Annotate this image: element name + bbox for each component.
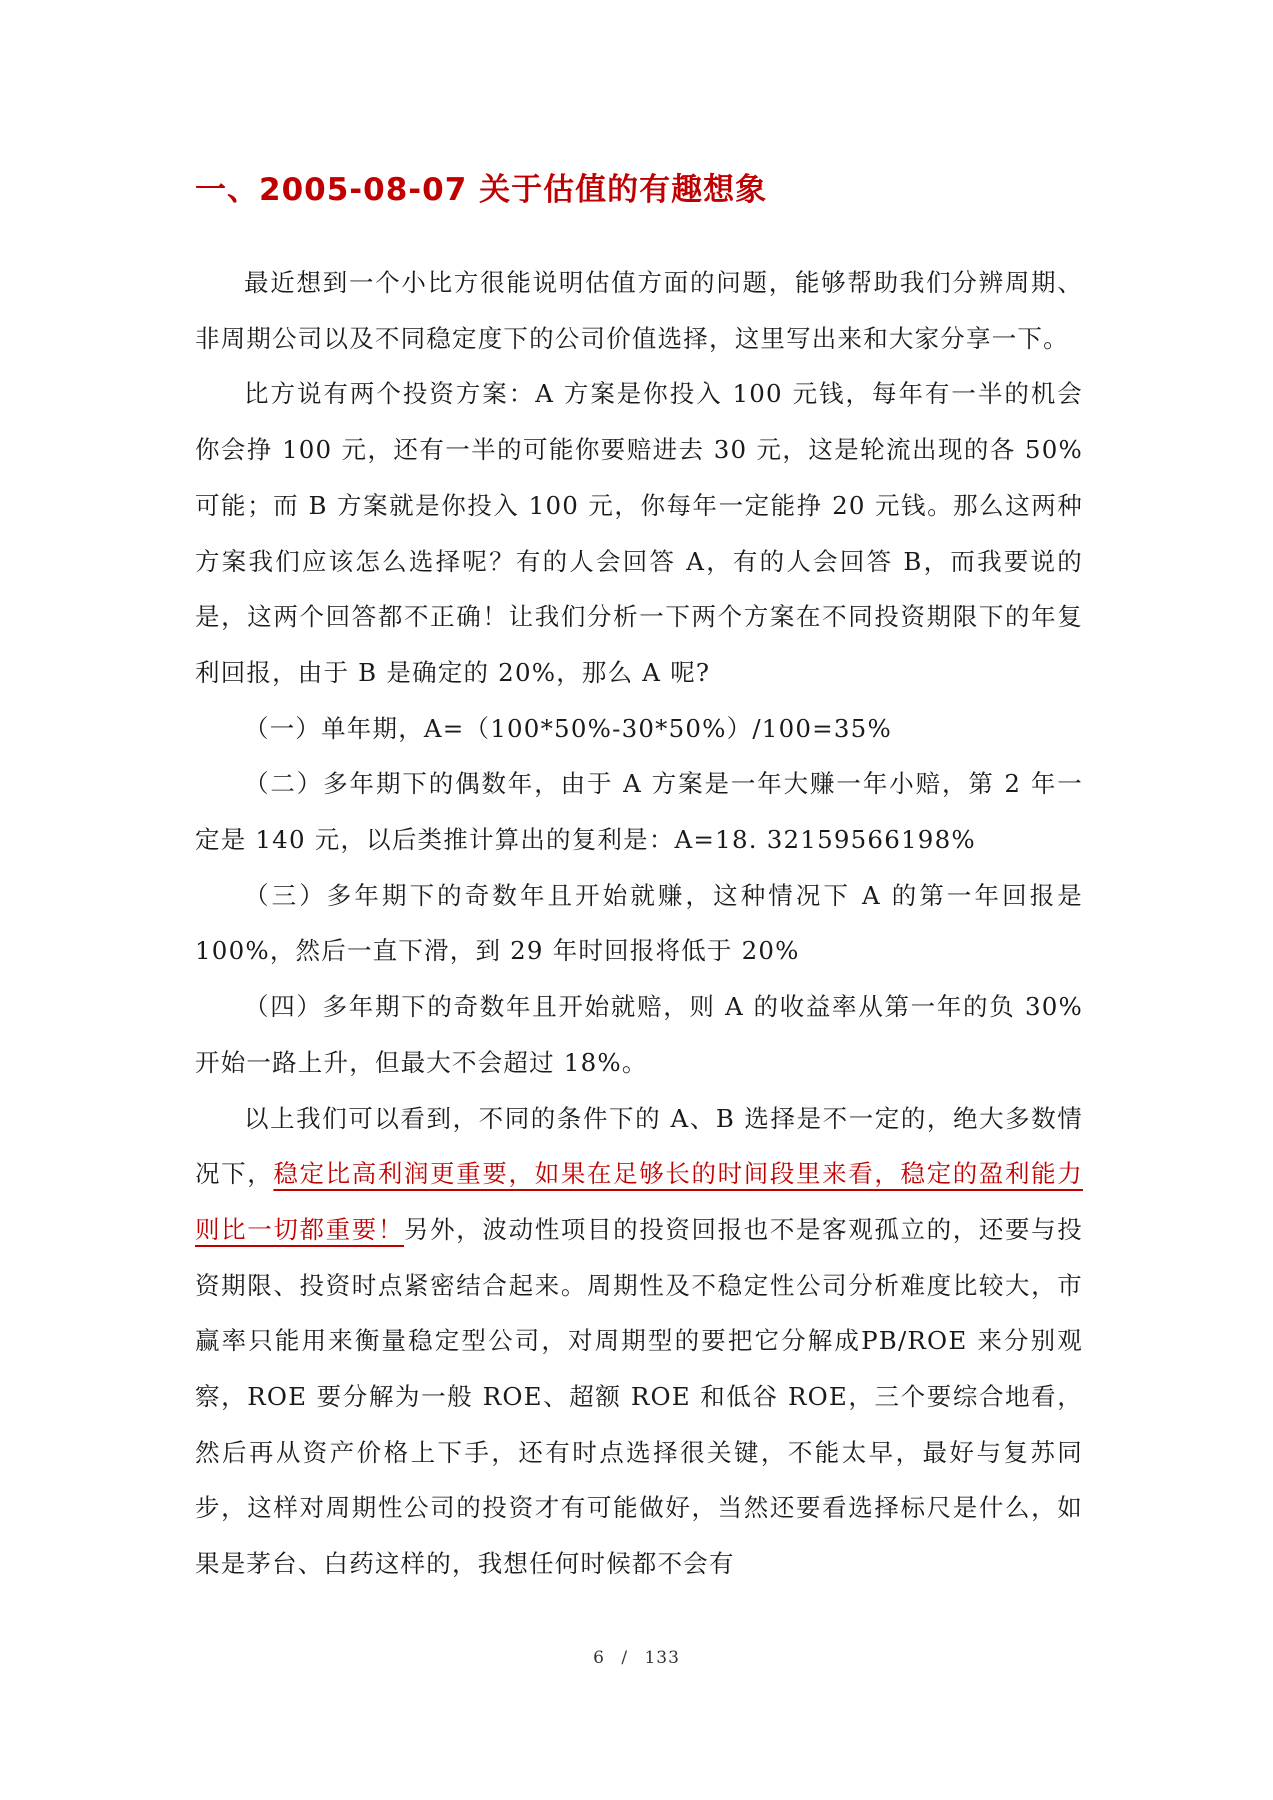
- total-page-count: 133: [644, 1648, 680, 1668]
- current-page-number: 6: [593, 1648, 605, 1668]
- section-heading: 一、2005-08-07 关于估值的有趣想象: [195, 172, 768, 208]
- paragraph-conclusion: [195, 1091, 1083, 1592]
- paragraph-example: 比方说有两个投资方案：A 方案是你投入 100 元钱，每年有一半的机会你会挣 100 元，还有一半的可能你要赔进去 30 元，这是轮流出现的各 50%可能；而 B 方案就是你投入 100 元，你每年一定能挣 20 元钱。那么这两种方案我们应该怎么选择呢？有的人会回答 A，有的人会回答 B，而我要说的是，这两个回答都不正确！让我们分析一下两个方案在不同投资期限下的年复利回报，由于 B 是确定的 20%，那么 A 呢?: [195, 379, 1083, 687]
- conclusion-emphasis: 稳定比高利润更重要，如果在足够长的时间段里来看，稳定的盈利能力则比一切都重要！: [195, 1159, 1083, 1244]
- conclusion-text-start: 以上我们可以看到，不同的条件下的 A、B 选择是不一定的，绝大多数情况下，: [195, 1103, 1083, 1189]
- page-separator: /: [621, 1648, 629, 1668]
- body-text: [195, 255, 1083, 1592]
- list-item-odd-years-gain: （三）多年期下的奇数年且开始就赚，这种情况下 A 的第一年回报是 100%，然后一直下滑，到 29 年时回报将低于 20%: [195, 880, 1083, 966]
- conclusion-text-end: 另外，波动性项目的投资回报也不是客观孤立的，还要与投资期限、投资时点紧密结合起来。周期性及不稳定性公司分析难度比较大，市赢率只能用来衡量稳定型公司，对周期型的要把它分解成PB/ROE 来分别观察，ROE 要分解为一般 ROE、超额 ROE 和低谷 ROE，三个要综合地看，然后再从资产价格上下手，还有时点选择很关键，不能太早，最好与复苏同步，这样对周期性公司的投资才有可能做好，当然还要看选择标尺是什么，如果是茅台、白药这样的，我想任何时候都不会有: [195, 1214, 1083, 1579]
- page-number: [0, 1648, 1273, 1668]
- paragraph-intro: 最近想到一个小比方很能说明估值方面的问题，能够帮助我们分辨周期、非周期公司以及不同稳定度下的公司价值选择，这里写出来和大家分享一下。: [195, 268, 1083, 353]
- list-item-single-year: （一）单年期，A=（100*50%-30*50%）/100=35%: [244, 713, 892, 743]
- list-item-odd-years-loss: （四）多年期下的奇数年且开始就赔，则 A 的收益率从第一年的负 30%开始一路上升，但最大不会超过 18%。: [195, 992, 1083, 1077]
- list-item-even-years: （二）多年期下的偶数年，由于 A 方案是一年大赚一年小赔，第 2 年一定是 140 元，以后类推计算出的复利是：A=18. 32159566198%: [195, 769, 1083, 855]
